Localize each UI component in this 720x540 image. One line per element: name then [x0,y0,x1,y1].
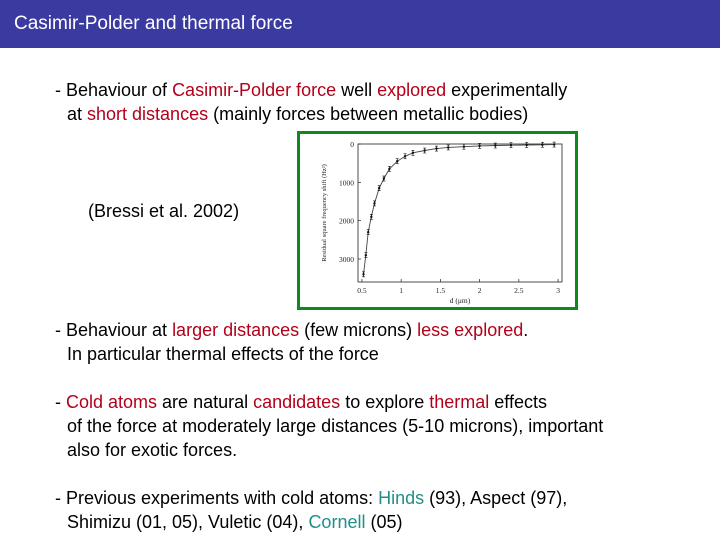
highlight-text: Cold atoms [66,392,158,412]
data-point [412,152,414,154]
highlight-text: thermal [429,392,490,412]
y-tick-label: 0 [350,140,354,149]
text-run: - Behaviour of [55,80,173,100]
figure-caption: (Bressi et al. 2002) [88,201,240,221]
data-point [478,145,480,147]
text-run: (few microns) [299,320,418,340]
teal-text: Cornell [308,512,366,532]
plot-svg [300,134,575,307]
x-tick-label: 1.5 [435,286,446,295]
data-point [541,144,543,146]
y-axis-label: Residual square frequency shift (Hz²) [321,164,328,262]
text-run: are natural [157,392,254,412]
highlight-text: Casimir-Polder force [172,80,337,100]
casimir-plot-figure [297,131,578,310]
text-run: - Previous experiments with cold atoms: [55,488,379,508]
bullet-larger-distances [55,318,528,366]
bullet-line [55,318,528,342]
x-tick-label: 3 [556,286,560,295]
y-tick-label: 2000 [339,216,354,226]
bullet-line [55,486,567,510]
x-tick-label: 2 [477,286,482,295]
highlight-text: explored [377,80,447,100]
bullet-line: In particular thermal effects of the force [67,344,379,364]
highlight-text: less explored [417,320,524,340]
bullet-previous-experiments [55,486,567,534]
text-run: - [55,392,66,412]
data-point [447,146,449,148]
bullet-casimir-short [55,78,567,126]
text-run: - Behaviour at [55,320,173,340]
data-point [435,147,437,149]
data-point [553,143,555,145]
data-point [423,149,425,151]
data-point [362,273,364,275]
data-point [388,168,390,170]
text-run: well [336,80,378,100]
data-point [367,231,369,233]
highlight-text: short distances [87,104,209,124]
data-point [404,155,406,157]
text-run: effects [489,392,547,412]
bullet-line: also for exotic forces. [67,440,238,460]
text-run: . [523,320,529,340]
data-point [525,144,527,146]
text-run: (93), Aspect (97), [424,488,568,508]
plot-frame [358,144,562,282]
x-tick-label: 1 [399,286,404,295]
data-point [383,177,385,179]
bullet-line [55,102,567,126]
text-run: experimentally [446,80,568,100]
y-tick-label: 3000 [339,255,354,264]
highlight-text: candidates [253,392,341,412]
data-point [494,144,496,146]
data-point [396,160,398,162]
slide-title: Casimir-Polder and thermal force [14,13,293,34]
x-axis-label: d (μm) [449,296,471,305]
title-bar [0,0,720,48]
data-point [365,254,367,256]
bullet-line [55,78,567,102]
text-run: (05) [365,512,403,532]
highlight-text: larger distances [172,320,300,340]
data-point [373,202,375,204]
text-run: at [67,104,88,124]
x-tick-label: 0.5 [357,286,367,295]
data-point [378,187,380,189]
bullet-line [55,510,567,534]
x-tick-label: 2.5 [514,286,524,295]
data-point [463,145,465,147]
data-point [370,216,372,218]
bullet-line [55,390,603,414]
text-run: to explore [340,392,430,412]
y-tick-label: 1000 [339,178,354,188]
bullet-cold-atoms [55,390,603,462]
teal-text: Hinds [378,488,425,508]
fit-curve [364,145,555,275]
bullet-line: of the force at moderately large distances (5-10 microns), important [67,416,604,436]
text-run: Shimizu (01, 05), Vuletic (04), [67,512,309,532]
text-run: (mainly forces between metallic bodies) [208,104,529,124]
data-point [510,144,512,146]
